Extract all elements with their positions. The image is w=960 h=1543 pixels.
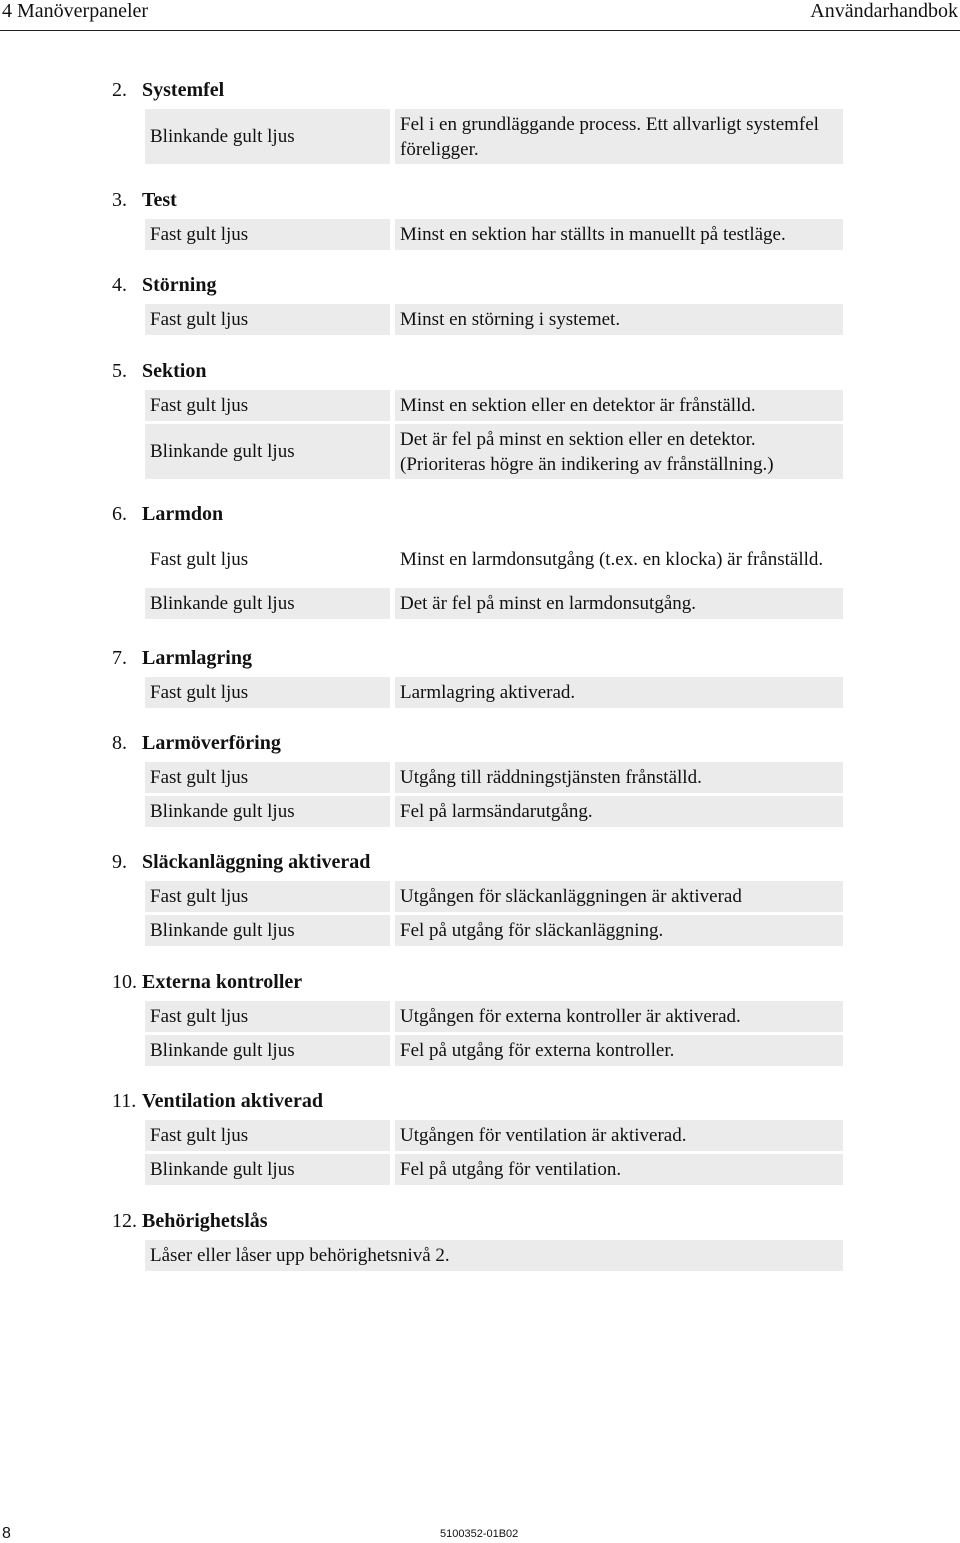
section-heading — [112, 849, 852, 875]
section-title: Systemfel — [142, 79, 225, 101]
table-row — [145, 796, 852, 827]
section-heading — [112, 730, 852, 756]
indicator-cell: Blinkande gult ljus — [145, 915, 390, 946]
section-heading — [112, 1088, 852, 1114]
section-title: Larmdon — [142, 503, 224, 525]
section-number: 7. — [112, 647, 127, 669]
section-title: Behörighetslås — [142, 1210, 268, 1232]
section-externa-kontroller — [112, 969, 852, 1069]
section-larmdon — [112, 501, 852, 622]
table-row — [145, 1240, 852, 1271]
section-number: 12. — [112, 1210, 137, 1232]
description-cell: Minst en störning i systemet. — [395, 304, 843, 335]
description-cell: Minst en larmdonsutgång (t.ex. en klocka) är frånställd. — [395, 533, 843, 585]
section-number: 8. — [112, 732, 127, 754]
section-larmoverforing — [112, 730, 852, 830]
description-cell: Fel på utgång för ventilation. — [395, 1154, 843, 1185]
section-number: 5. — [112, 360, 127, 382]
table-row — [145, 1001, 852, 1032]
section-heading — [112, 1208, 852, 1234]
table-row — [145, 881, 852, 912]
description-cell: Fel på larmsändarutgång. — [395, 796, 843, 827]
indicator-cell: Fast gult ljus — [145, 677, 390, 708]
section-systemfel — [112, 77, 852, 167]
description-cell: Larmlagring aktiverad. — [395, 677, 843, 708]
section-title: Ventilation aktiverad — [142, 1090, 323, 1112]
indicator-cell: Blinkande gult ljus — [145, 588, 390, 619]
section-title: Larmöverföring — [142, 732, 281, 754]
description-cell: Utgången för externa kontroller är aktiverad. — [395, 1001, 843, 1032]
table-row — [145, 219, 852, 250]
table-row — [145, 677, 852, 708]
description-cell: Utgången för släckanläggningen är aktiverad — [395, 881, 843, 912]
section-title: Släckanläggning aktiverad — [142, 851, 371, 873]
description-cell: Fel på utgång för externa kontroller. — [395, 1035, 843, 1066]
description-cell: Fel på utgång för släckanläggning. — [395, 915, 843, 946]
section-ventilation — [112, 1088, 852, 1188]
indicator-cell: Fast gult ljus — [145, 1120, 390, 1151]
chapter-title: 4 Manöverpaneler — [2, 0, 149, 22]
book-title: Användarhandbok — [810, 0, 958, 22]
table-row — [145, 390, 852, 421]
section-number: 10. — [112, 971, 137, 993]
section-storning — [112, 272, 852, 338]
indicator-cell: Fast gult ljus — [145, 390, 390, 421]
indicator-cell: Blinkande gult ljus — [145, 109, 390, 164]
section-title: Sektion — [142, 360, 207, 382]
document-code: 5100352-01B02 — [440, 1528, 519, 1540]
table-row — [145, 109, 852, 164]
section-heading — [112, 358, 852, 384]
table-row — [145, 304, 852, 335]
section-heading — [112, 969, 852, 995]
indicator-cell: Blinkande gult ljus — [145, 796, 390, 827]
section-title: Larmlagring — [142, 647, 252, 669]
table-row — [145, 588, 852, 619]
section-heading — [112, 77, 852, 103]
indicator-cell: Blinkande gult ljus — [145, 1035, 390, 1066]
section-slackanlaggning — [112, 849, 852, 949]
section-heading — [112, 501, 852, 527]
section-number: 4. — [112, 274, 127, 296]
section-title: Test — [142, 189, 177, 211]
description-cell: Fel i en grundläggande process. Ett allvarligt systemfel föreligger. — [395, 109, 843, 164]
table-row — [145, 762, 852, 793]
description-cell: Minst en sektion eller en detektor är frånställd. — [395, 390, 843, 421]
indicator-cell: Fast gult ljus — [145, 219, 390, 250]
description-cell: Utgång till räddningstjänsten frånställd. — [395, 762, 843, 793]
description-cell: Det är fel på minst en larmdonsutgång. — [395, 588, 843, 619]
section-behorighetslas — [112, 1208, 852, 1274]
page-number: 8 — [2, 1525, 11, 1542]
table-row — [145, 1035, 852, 1066]
section-number: 2. — [112, 79, 127, 101]
table-row — [145, 533, 852, 585]
indicator-cell: Blinkande gult ljus — [145, 424, 390, 479]
table-row — [145, 915, 852, 946]
description-cell: Låser eller låser upp behörighetsnivå 2. — [145, 1240, 843, 1271]
table-row — [145, 1154, 852, 1185]
section-test — [112, 187, 852, 253]
indicator-cell: Fast gult ljus — [145, 881, 390, 912]
section-heading — [112, 187, 852, 213]
description-cell: Det är fel på minst en sektion eller en detektor. (Prioriteras högre än indikering av frånställning.) — [395, 424, 843, 479]
indicator-cell: Fast gult ljus — [145, 304, 390, 335]
section-number: 6. — [112, 503, 127, 525]
section-title: Externa kontroller — [142, 971, 303, 993]
section-number: 3. — [112, 189, 127, 211]
section-sektion — [112, 358, 852, 482]
table-row — [145, 424, 852, 479]
description-cell: Utgången för ventilation är aktiverad. — [395, 1120, 843, 1151]
section-number: 9. — [112, 851, 127, 873]
section-number: 11. — [112, 1090, 137, 1112]
description-cell: Minst en sektion har ställts in manuellt på testläge. — [395, 219, 843, 250]
section-heading — [112, 272, 852, 298]
section-title: Störning — [142, 274, 217, 296]
section-heading — [112, 645, 852, 671]
section-larmlagring — [112, 645, 852, 711]
indicator-cell: Fast gult ljus — [145, 533, 390, 585]
table-row — [145, 1120, 852, 1151]
indicator-cell: Blinkande gult ljus — [145, 1154, 390, 1185]
indicator-cell: Fast gult ljus — [145, 1001, 390, 1032]
page-header — [0, 0, 960, 31]
indicator-cell: Fast gult ljus — [145, 762, 390, 793]
